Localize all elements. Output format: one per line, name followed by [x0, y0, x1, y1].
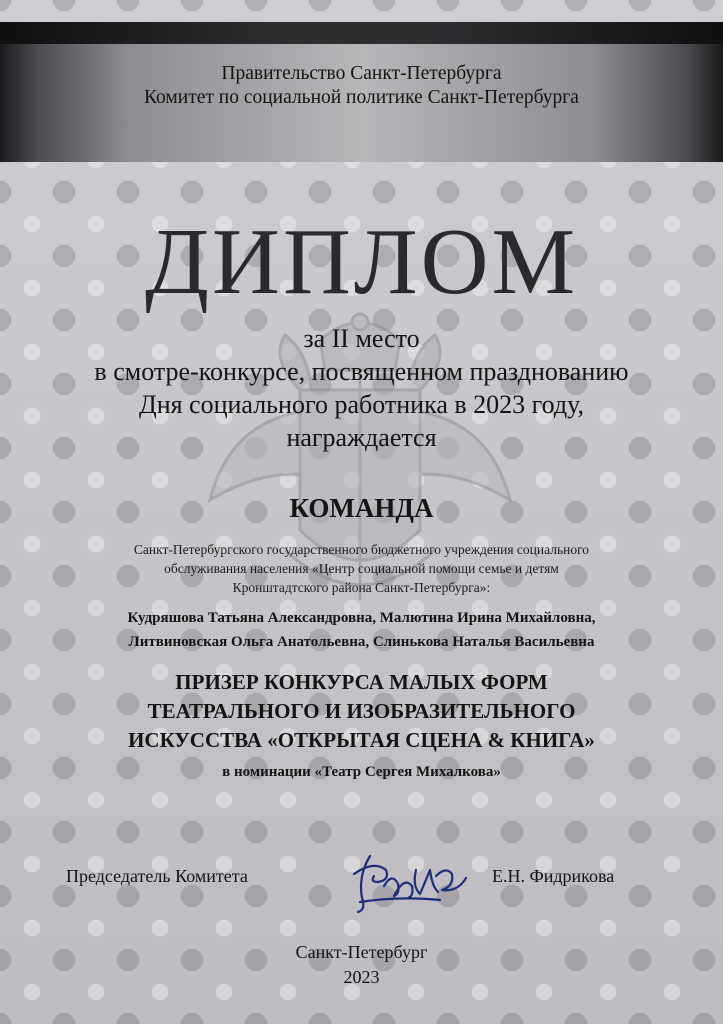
nomination: в номинации «Театр Сергея Михалкова» — [222, 764, 501, 780]
award-text — [0, 322, 723, 454]
place-and-year — [0, 940, 723, 990]
team-members — [0, 606, 723, 654]
award-occasion: Дня социального работника в 2023 году, — [138, 390, 585, 419]
organization-line: Кронштадтского района Санкт-Петербурга»: — [232, 580, 491, 595]
signature-icon — [340, 846, 470, 914]
prize-title — [0, 668, 723, 755]
members-line: Кудряшова Татьяна Александровна, Малютина Ирина Михайловна, — [127, 610, 596, 626]
award-awarded: награждается — [286, 423, 437, 452]
header — [0, 62, 723, 110]
signatory-position: Председатель Комитета — [66, 866, 248, 886]
prize-line: ПРИЗЕР КОНКУРСА МАЛЫХ ФОРМ — [175, 670, 548, 694]
prize-line: ТЕАТРАЛЬНОГО И ИЗОБРАЗИТЕЛЬНОГО — [147, 699, 576, 723]
signatory-name: Е.Н. Фидрикова — [492, 866, 615, 886]
header-government: Правительство Санкт-Петербурга — [221, 63, 502, 84]
header-committee: Комитет по социальной политике Санкт-Петербурга — [144, 87, 579, 108]
diploma-title: ДИПЛОМ — [144, 210, 579, 314]
organization-line: обслуживания населения «Центр социальной помощи семье и детям — [164, 561, 559, 576]
signature-row — [0, 858, 723, 918]
city: Санкт-Петербург — [295, 942, 428, 962]
award-contest: в смотре-конкурсе, посвященном празднованию — [94, 357, 629, 386]
award-place: за II место — [303, 324, 420, 353]
team-heading: КОМАНДА — [289, 493, 434, 523]
members-line: Литвиновская Ольга Анатольевна, Слинькова Наталья Васильевна — [128, 634, 595, 650]
organization-text — [0, 540, 723, 597]
organization-line: Санкт-Петербургского государственного бюджетного учреждения социального — [133, 542, 590, 557]
year: 2023 — [343, 967, 380, 987]
prize-line: ИСКУССТВА «ОТКРЫТАЯ СЦЕНА & КНИГА» — [128, 728, 595, 752]
